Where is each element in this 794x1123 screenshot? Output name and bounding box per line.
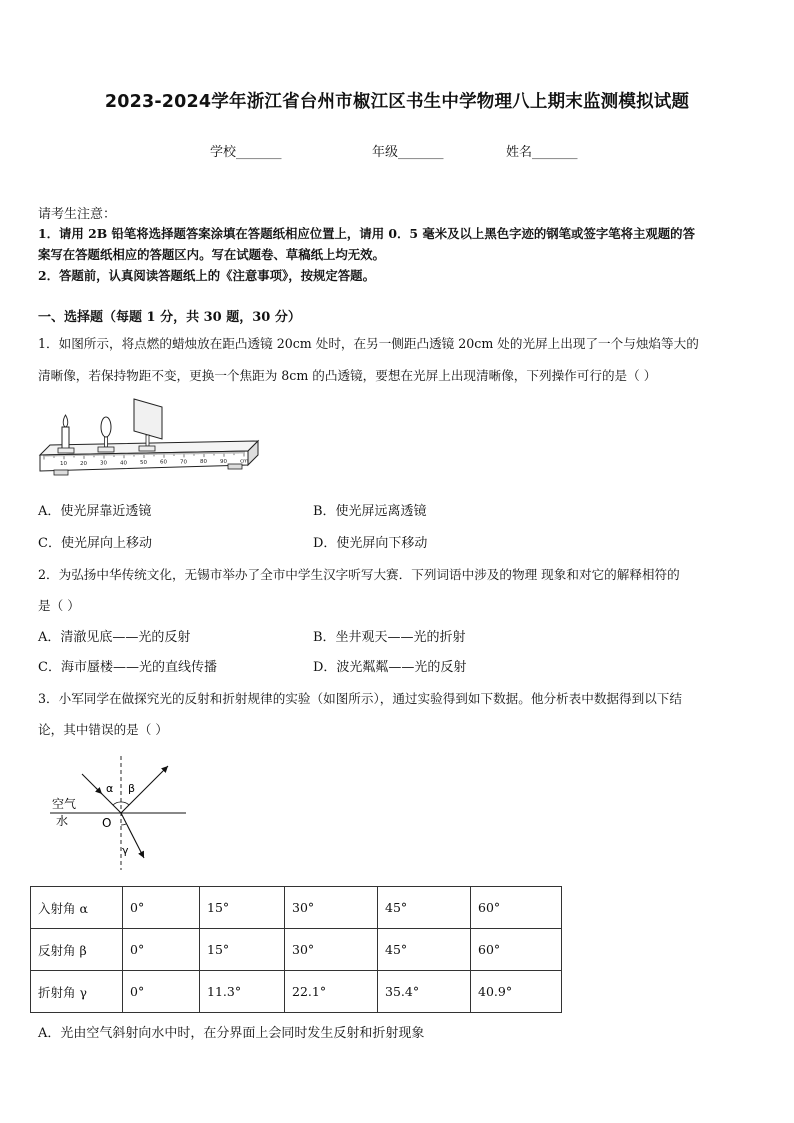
table-row: [31, 929, 562, 971]
refraction-figure: [36, 752, 196, 872]
q2-option-b[interactable]: B．坐井观天——光的折射: [313, 630, 466, 645]
alpha-arc: [113, 802, 121, 805]
gamma-arc: [121, 824, 126, 825]
notice-item-1-line-1: 1．请用 2B 铅笔将选择题答案涂填在答题纸相应位置上，请用 0．5 毫米及以上黑色字迹的钢笔或签字笔将主观题的答: [38, 226, 695, 241]
table-cell: 60°: [471, 887, 562, 929]
ruler-label: 40: [120, 460, 127, 467]
lens-holder: [98, 447, 114, 452]
ruler-label: 70: [180, 459, 187, 466]
table-cell: 折射角 γ: [31, 971, 123, 1013]
angle-data-table: [30, 886, 562, 1013]
q2-option-a[interactable]: A．清澈见底——光的反射: [38, 630, 191, 645]
table-cell: 35.4°: [378, 971, 471, 1013]
q1-option-b[interactable]: B．使光屏远离透镜: [313, 504, 427, 519]
screen-stand: [146, 435, 149, 446]
table-cell: 15°: [200, 929, 285, 971]
ruler-label: 30: [100, 460, 107, 467]
ruler-label: 60: [160, 459, 167, 466]
bench-foot: [228, 464, 242, 469]
notice-heading: 请考生注意：: [38, 207, 117, 222]
table-cell: 45°: [378, 887, 471, 929]
gamma-label: γ: [122, 844, 129, 857]
page-title: 2023-2024学年浙江省台州市椒江区书生中学物理八上期末监测模拟试题: [104, 92, 690, 112]
q2-stem-line-2: 是（ ）: [38, 598, 80, 613]
notice-item-2: 2．答题前，认真阅读答题纸上的《注意事项》，按规定答题。: [38, 268, 375, 283]
grade-field[interactable]: 年级_______: [372, 145, 444, 160]
screen-holder: [139, 446, 155, 451]
light-screen: [134, 399, 162, 439]
table-cell: 22.1°: [285, 971, 378, 1013]
table-cell: 60°: [471, 929, 562, 971]
optical-bench-figure: [36, 393, 262, 487]
air-label: 空气: [52, 797, 77, 811]
water-label: 水: [56, 814, 69, 828]
convex-lens: [101, 417, 111, 437]
table-cell: 0°: [123, 929, 200, 971]
ruler-label: 20: [80, 460, 87, 467]
q3-stem-line-1: 3．小军同学在做探究光的反射和折射规律的实验（如图所示），通过实验得到如下数据。他分析表中数据得到以下结: [38, 691, 682, 706]
table-cell: 30°: [285, 929, 378, 971]
candle: [62, 427, 69, 449]
beta-label: β: [128, 782, 136, 795]
table-cell: 45°: [378, 929, 471, 971]
table-cell: 0°: [123, 971, 200, 1013]
origin-label: O: [102, 816, 112, 830]
q1-option-a[interactable]: A．使光屏靠近透镜: [38, 504, 152, 519]
table-cell: 15°: [200, 887, 285, 929]
candle-flame: [63, 415, 68, 427]
q1-option-d[interactable]: D．使光屏向下移动: [313, 536, 428, 551]
table-cell: 0°: [123, 887, 200, 929]
q1-stem-line-2: 清晰像，若保持物距不变，更换一个焦距为 8cm 的凸透镜，要想在光屏上出现清晰像，下列操作可行的是（ ）: [38, 368, 657, 383]
q3-stem-line-2: 论，其中错误的是（ ）: [38, 722, 168, 737]
lens-stand: [105, 437, 108, 447]
q3-option-a[interactable]: A．光由空气斜射向水中时，在分界面上会同时发生反射和折射现象: [38, 1026, 425, 1041]
table-row: [31, 887, 562, 929]
ruler-label: 50: [140, 460, 147, 466]
q2-option-c[interactable]: C．海市蜃楼——光的直线传播: [38, 660, 217, 675]
table-cell: 入射角 α: [31, 887, 123, 929]
q2-stem-line-1: 2．为弘扬中华传统文化，无锡市举办了全市中学生汉字听写大赛．下列词语中涉及的物理 现象和对它的解释相符的: [38, 567, 680, 582]
q1-option-c[interactable]: C．使光屏向上移动: [38, 536, 152, 551]
table-row: [31, 971, 562, 1013]
school-field[interactable]: 学校_______: [210, 145, 282, 160]
name-field[interactable]: 姓名_______: [506, 145, 578, 160]
beta-arc: [121, 802, 129, 805]
ruler-label: 90: [220, 458, 227, 465]
incident-ray-arrow: [96, 788, 102, 794]
q2-option-d[interactable]: D．波光粼粼——光的反射: [313, 660, 467, 675]
table-cell: 30°: [285, 887, 378, 929]
alpha-label: α: [106, 782, 114, 795]
bench-foot: [54, 470, 68, 475]
ruler-label: 10: [60, 461, 67, 468]
candle-holder: [58, 448, 74, 453]
q1-stem-line-1: 1．如图所示，将点燃的蜡烛放在距凸透镜 20cm 处时，在另一侧距凸透镜 20cm 处的光屏上出现了一个与烛焰等大的: [38, 336, 699, 351]
notice-item-1-line-2: 案写在答题纸相应的答题区内。写在试题卷、草稿纸上均无效。: [38, 247, 385, 262]
table-cell: 40.9°: [471, 971, 562, 1013]
table-cell: 反射角 β: [31, 929, 123, 971]
ruler-label: 80: [200, 459, 207, 466]
section-heading: 一、选择题（每题 1 分，共 30 题，30 分）: [38, 310, 301, 325]
ruler-label: cm: [240, 458, 249, 465]
table-cell: 11.3°: [200, 971, 285, 1013]
